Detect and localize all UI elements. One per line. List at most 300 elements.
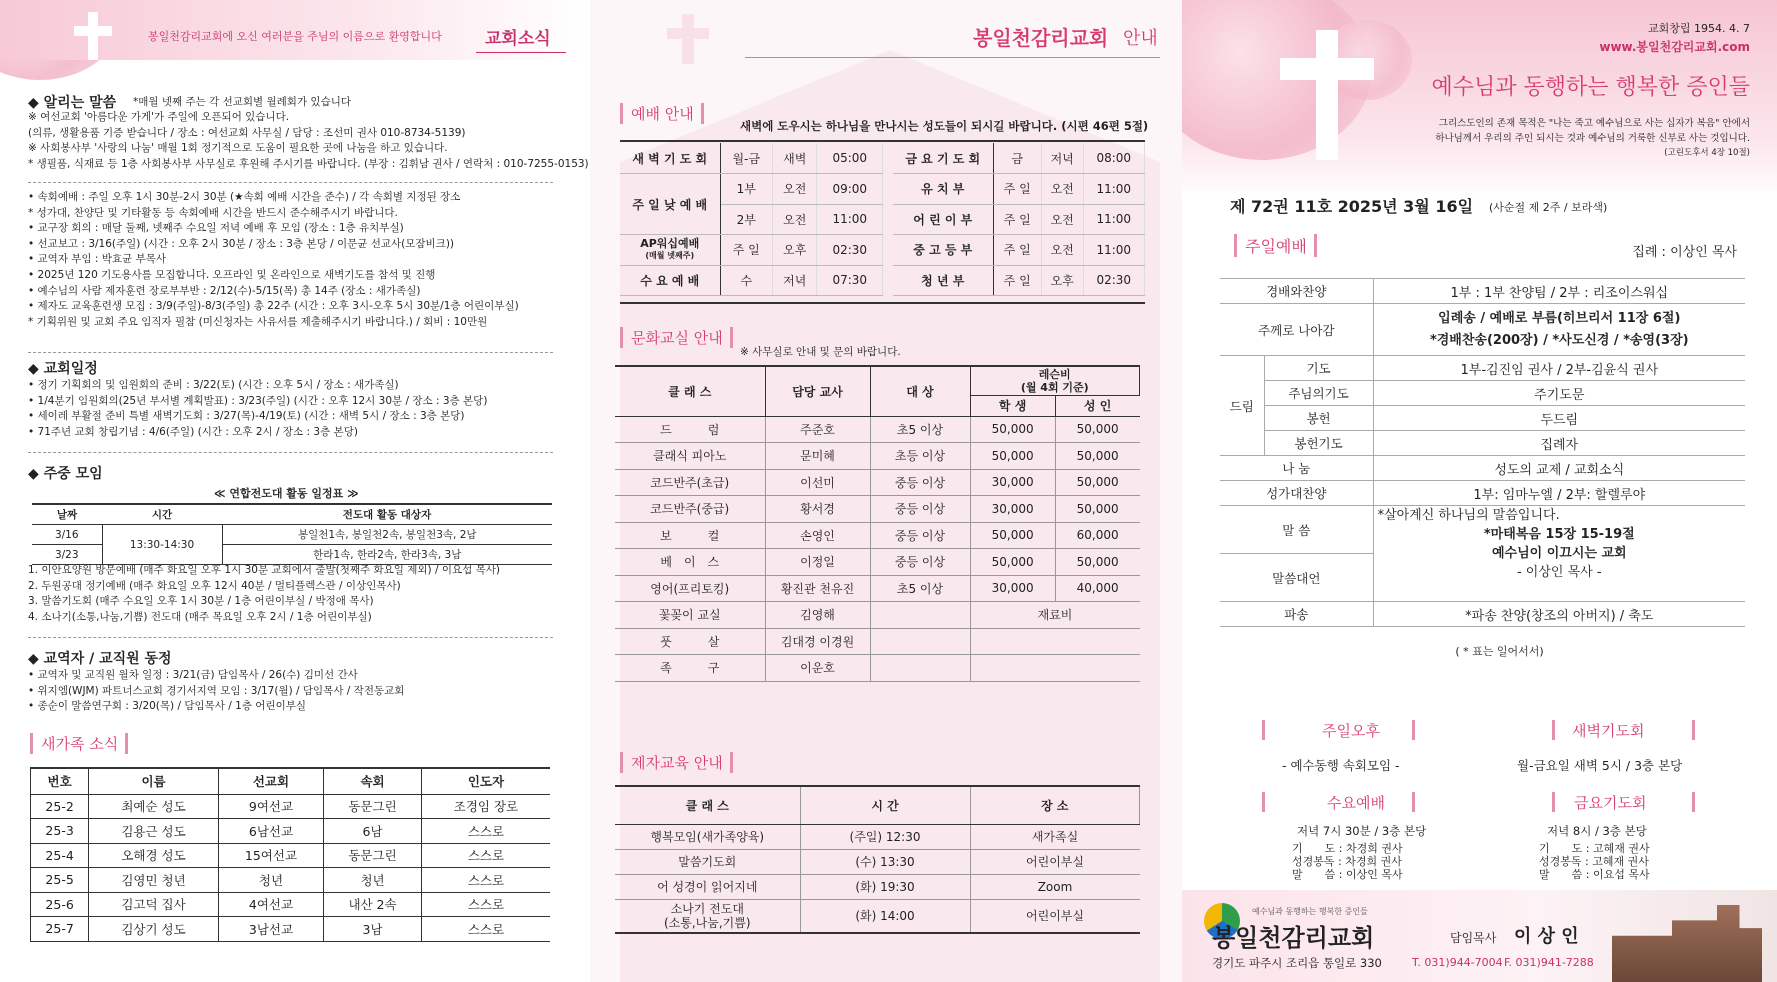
culture-table <box>615 365 1140 682</box>
time: (수) 13:30 <box>800 849 970 874</box>
worship-cell: 수 <box>720 265 772 296</box>
table-cell: 3남선교 <box>218 917 323 942</box>
order-row <box>1220 279 1745 304</box>
target: 초5 이상 <box>870 575 970 602</box>
class-sub: (소통,나눔,기쁨) <box>663 915 751 930</box>
order-label: 말 씀 <box>1220 506 1373 554</box>
table-row <box>615 522 1140 549</box>
table-cell: 25-6 <box>31 892 89 917</box>
worship-cell: 05:00 <box>817 143 883 174</box>
order-content: 집례자 <box>1373 431 1745 456</box>
panel-worship-order <box>1182 0 1777 982</box>
class-name: 행복모임(새가족양육) <box>615 824 800 849</box>
notice-line: ※ 사회봉사부 '사랑의 나눔' 매월 1회 정기적으로 도움이 필요한 곳에 나눔을 하고 있습니다. <box>28 142 448 155</box>
sunday-pm-text: - 예수동행 속회모임 - <box>1282 758 1400 773</box>
worship-cell: 11:00 <box>1083 204 1144 235</box>
table-cell: 25-5 <box>31 868 89 893</box>
worship-sub: (매월 넷째주) <box>645 250 695 260</box>
culture-note: ※ 사무실로 안내 및 문의 바랍니다. <box>740 346 901 358</box>
table-cell: 스스로 <box>421 917 550 942</box>
church-tel: T. 031)944-7004 <box>1412 956 1503 969</box>
order-label: 주님의기도 <box>1264 381 1373 406</box>
class-name: 보 컬 <box>615 522 765 549</box>
table-row <box>893 174 1145 205</box>
discipleship-table <box>615 785 1140 934</box>
fee-adult: 50,000 <box>1055 469 1139 496</box>
fee-adult: 50,000 <box>1055 443 1139 470</box>
worship-heading: 예배 안내 <box>620 103 694 124</box>
class-name: 소나기 전도대 (소통,나눔,기쁨) <box>615 899 800 933</box>
church-fax: F. 031)941-7288 <box>1504 956 1594 969</box>
worship-cell: 오전 <box>772 204 817 235</box>
order-label: 파송 <box>1220 602 1373 627</box>
worship-cell: 11:00 <box>1083 174 1144 205</box>
notice-line: • 선교보고 : 3/16(주일) (시간 : 오후 2시 30분 / 장소 : 3층 본당 / 이문균 선교사(모잠비크)) <box>28 237 455 250</box>
notice-line: (의류, 생활용품 기증 받습니다 / 장소 : 여선교회 사무실 / 담당 : 조선미 권사 010-8734-5139) <box>28 126 466 139</box>
table-header-row <box>615 366 1140 395</box>
panel-guide: 봉일천감리교회 안내 예배 안내 새벽에 도우시는 하나님을 만나시는 성도들이 되시길 바랍니다. (시편 46편 5절) 새 벽 기 도 회 월-금 새벽 05:00 주 일 낮 예 배 1부 오전 09:00 2부 오전 11:00 AP워십예배 (매월 넷째주) 주 일 오후 02:30 수 요 예 배 수 저녁 07:30 금 요 기 도 회 금 저녁 08:00 유 치 부 주 일 오전 11:00 어 린 이 부 주 일 오전 11:00 중 고 등 부 주 일 오전 11:00 청 년 부 주 일 오후 02:30 문화교실 안내 ※ 사무실로 안내 및 문의 바랍니다. 클 래 스 담당 교사 대 상 레슨비 (월 4회 기준) 학 생 성 인 드 럼 주준호 초5 이상 50,000 50,000 클래식 피아노 문미혜 초등 이상 50,000 50,000 코드반주(초급) 이선미 중등 이상 30,000 50,000 코드반주(중급) 황서경 중등 이상 30,000 50,000 보 컬 손영인 중등 이상 50,000 60,000 베 이 스 이정일 중등 이상 50,000 50,000 영어(프리토킹) 황진관 천유진 초5 이상 30,000 40,000 꽃꽂이 교실 김영해 재료비 풋 살 김대경 이경원 족 구 이운호 제자교육 안내 클 래 스 시 간 장 소 행복모임(새가족양육) (주일) 12:30 새가족실 말씀기도회 (수) 13:30 어린이부실 어 성경이 읽어지네 (화) 19:30 Zoom 소나기 전도대 (소통,나눔,기쁨) (화) 14:00 어린이부실 <box>590 0 1182 982</box>
worship-name: 청 년 부 <box>893 265 993 296</box>
table-cell: 김용근 성도 <box>89 819 219 844</box>
meeting-list <box>28 563 500 625</box>
table-cell: 한라1속, 한라2속, 한라3속, 3남 <box>222 545 552 565</box>
fee <box>970 628 1140 655</box>
worship-cell: 09:00 <box>817 174 883 205</box>
worship-cell: 11:00 <box>817 204 883 235</box>
worship-cell: 07:30 <box>817 265 883 296</box>
order-group-label: 드림 <box>1220 356 1264 456</box>
place: 어린이부실 <box>970 899 1140 933</box>
table-cell: 25-7 <box>31 917 89 942</box>
table-header: 대 상 <box>870 366 970 416</box>
time: (주일) 12:30 <box>800 824 970 849</box>
table-cell: 3/23 <box>32 545 102 565</box>
worship-cell: 저녁 <box>772 265 817 296</box>
sermon-intro: *살아계신 하나님의 말씀입니다. <box>1377 508 1560 523</box>
table-header: 선교회 <box>218 768 323 794</box>
worship-cell: 08:00 <box>1083 143 1144 174</box>
order-row <box>1220 602 1745 627</box>
fee-student: 50,000 <box>970 443 1055 470</box>
order-label: 기도 <box>1264 356 1373 381</box>
table-cell: 스스로 <box>421 843 550 868</box>
table-header: 이름 <box>89 768 219 794</box>
table-cell: 김고덕 집사 <box>89 892 219 917</box>
teacher: 손영인 <box>765 522 870 549</box>
table-header: 담당 교사 <box>765 366 870 416</box>
table-row <box>615 655 1140 682</box>
notice-line: • 교역자 부임 : 박효균 부목사 <box>28 253 166 266</box>
fee-adult: 40,000 <box>1055 575 1139 602</box>
table-cell: 내산 2속 <box>324 892 422 917</box>
order-label: 말씀대언 <box>1220 554 1373 602</box>
order-content: 주기도문 <box>1373 381 1745 406</box>
order-row <box>1220 506 1745 554</box>
table-header: 전도대 활동 대상자 <box>222 504 552 525</box>
table-cell: 스스로 <box>421 892 550 917</box>
teacher: 주준호 <box>765 416 870 443</box>
schedule-heading: ◆ 교회일정 <box>28 361 98 377</box>
table-row <box>31 843 551 868</box>
table-cell: 스스로 <box>421 868 550 893</box>
fee-label: 레슨비 <box>1038 367 1071 381</box>
pastor-label: 담임목사 <box>1450 931 1497 945</box>
fee <box>970 655 1140 682</box>
staff-list <box>28 668 404 715</box>
worship-name: 금 요 기 도 회 <box>893 143 993 174</box>
order-content: 1부 : 1부 찬양팀 / 2부 : 리조이스워십 <box>1373 279 1745 304</box>
notice-line: * 성가대, 찬양단 및 기타활동 등 속회예배 시간을 반드시 준수해주시기 바랍니다. <box>28 206 398 219</box>
table-cell: 최예순 성도 <box>89 794 219 819</box>
union-title: ≪ 연합전도대 활동 일정표 ≫ <box>214 487 359 500</box>
worship-name: 새 벽 기 도 회 <box>620 143 720 174</box>
table-cell: 3/16 <box>32 525 102 545</box>
teacher: 이운호 <box>765 655 870 682</box>
fee-adult: 60,000 <box>1055 522 1139 549</box>
order-of-worship-table <box>1220 278 1745 627</box>
schedule-list <box>28 378 487 440</box>
staff-line: • 교역자 및 교직원 월차 일정 : 3/21(금) 담임목사 / 26(수) 김미선 간사 <box>28 669 358 681</box>
table-header: 번호 <box>31 768 89 794</box>
target <box>870 655 970 682</box>
fee-student: 30,000 <box>970 496 1055 523</box>
order-content: *파송 찬양(창조의 아버지) / 축도 <box>1373 602 1745 627</box>
fee-student: 30,000 <box>970 575 1055 602</box>
target: 중등 이상 <box>870 522 970 549</box>
role-line: 성경봉독 : 고혜재 권사 <box>1539 855 1649 868</box>
issue-season: (사순절 제 2주 / 보라색) <box>1489 201 1608 214</box>
worship-verse: 새벽에 도우시는 하나님을 만나시는 성도들이 되시길 바랍니다. (시편 46편 5절) <box>740 119 1149 133</box>
worship-cell: 주 일 <box>993 204 1041 235</box>
notice-subtext: *매월 넷째 주는 각 선교회별 월례회가 있습니다 <box>133 96 351 108</box>
teacher: 김대경 이경원 <box>765 628 870 655</box>
table-row <box>615 549 1140 576</box>
table-row <box>620 174 883 205</box>
table-cell: 조경임 장로 <box>421 794 550 819</box>
table-header: 시간 <box>102 504 222 525</box>
worship-cell: 주 일 <box>993 265 1041 296</box>
order-row <box>1220 304 1745 356</box>
table-cell: 15여선교 <box>218 843 323 868</box>
notice-heading: ◆ 알리는 말씀 <box>28 95 117 111</box>
worship-name: AP워십예배 (매월 넷째주) <box>620 235 720 266</box>
order-content: 1부: 임마누엘 / 2부: 할렐루야 <box>1373 481 1745 506</box>
fee-student: 30,000 <box>970 469 1055 496</box>
friday-time: 저녁 8시 / 3층 본당 <box>1547 824 1647 838</box>
class-name: 영어(프리토킹) <box>615 575 765 602</box>
staff-line: • 위지엠(WJM) 파트너스교회 경기서지역 모임 : 3/17(월) / 담임목사 / 작전동교회 <box>28 684 405 697</box>
table-header: 클 래 스 <box>615 786 800 824</box>
founded-date: 교회창립 1954. 4. 7 <box>1648 22 1750 35</box>
church-name: 봉일천감리교회 <box>1212 924 1375 952</box>
order-label: 주께로 나아감 <box>1220 304 1373 356</box>
role-line: 말 씀 : 이요섭 목사 <box>1539 868 1650 881</box>
worship-cell: 오전 <box>772 174 817 205</box>
notice-line: ※ 여선교회 '아름다운 가게'가 주일에 오픈되어 있습니다. <box>28 111 290 123</box>
table-cell: 4여선교 <box>218 892 323 917</box>
wednesday-roles <box>1292 842 1403 881</box>
notice-list-b <box>28 190 519 330</box>
friday-heading: 금요기도회 <box>1574 794 1647 812</box>
order-row <box>1220 481 1745 506</box>
worship-cell: 1부 <box>720 174 772 205</box>
teacher: 문미혜 <box>765 443 870 470</box>
teacher: 이선미 <box>765 469 870 496</box>
table-cell: 13:30-14:30 <box>102 525 222 565</box>
worship-cell: 저녁 <box>1041 143 1083 174</box>
table-header: 속회 <box>324 768 422 794</box>
target <box>870 628 970 655</box>
worship-name: 수 요 예 배 <box>620 265 720 296</box>
class-name: 코드반주(초급) <box>615 469 765 496</box>
notice-line: * 기획위원 및 교회 주요 임직자 필참 (미신청자는 사유서를 제출해주시기 바랍니다.) / 회비 : 10만원 <box>28 315 488 328</box>
table-cell: 25-2 <box>31 794 89 819</box>
table-row <box>893 204 1145 235</box>
worship-name: 유 치 부 <box>893 174 993 205</box>
teacher: 이정일 <box>765 549 870 576</box>
schedule-line: • 1/4분기 임원회의(25년 부서별 계획발표) : 3/23(주일) (시간 : 오후 12시 30분 / 장소 : 3층 본당) <box>28 394 488 407</box>
church-tagline: 예수님과 동행하는 행복한 증인들 <box>1252 907 1368 916</box>
wednesday-heading: 수요예배 <box>1327 794 1385 812</box>
worship-cell: 오전 <box>1041 235 1083 266</box>
schedule-line: • 정기 기획회의 및 임원회의 준비 : 3/22(토) (시간 : 오후 5시 / 장소 : 새가족실) <box>28 379 399 391</box>
role-line: 성경봉독 : 차경희 권사 <box>1292 855 1402 868</box>
class-name: 말씀기도회 <box>615 849 800 874</box>
table-header: 장 소 <box>970 786 1140 824</box>
table-cell: 동문그린 <box>324 794 422 819</box>
worship-leader: 집례 : 이상인 목사 <box>1632 245 1737 260</box>
cross-icon <box>1316 30 1338 160</box>
place: Zoom <box>970 874 1140 899</box>
table-header: 날짜 <box>32 504 102 525</box>
page-title: 교회소식 <box>485 29 551 49</box>
worship-cell: 11:00 <box>1083 235 1144 266</box>
table-row <box>620 143 883 174</box>
order-row <box>1220 406 1745 431</box>
order-row <box>1220 456 1745 481</box>
motto-ref: (고린도후서 4장 10절) <box>1664 148 1750 158</box>
table-row <box>615 849 1140 874</box>
dawn-text: 월-금요일 새벽 5시 / 3층 본당 <box>1517 758 1683 773</box>
sermon-preacher: - 이상인 목사 - <box>1516 565 1602 580</box>
role-line: 기 도 : 차경희 권사 <box>1292 842 1403 855</box>
table-row <box>31 868 551 893</box>
class-name: 풋 살 <box>615 628 765 655</box>
class-name: 드 럼 <box>615 416 765 443</box>
cross-icon <box>88 12 98 60</box>
fee-adult: 50,000 <box>1055 416 1139 443</box>
fee-adult: 50,000 <box>1055 549 1139 576</box>
table-cell: 3남 <box>324 917 422 942</box>
target: 중등 이상 <box>870 549 970 576</box>
order-row <box>1220 381 1745 406</box>
notice-line: • 속회예배 : 주일 오후 1시 30분-2시 30분 (★속회 예배 시간을 준수) / 각 속회별 지정된 장소 <box>28 191 461 203</box>
worship-cell: 02:30 <box>817 235 883 266</box>
table-row <box>893 143 1145 174</box>
culture-heading: 문화교실 안내 <box>620 327 723 348</box>
order-content: 1부-김진임 권사 / 2부-김윤식 권사 <box>1373 356 1745 381</box>
table-cell: 9여선교 <box>218 794 323 819</box>
teacher: 황진관 천유진 <box>765 575 870 602</box>
order-label: 봉헌 <box>1264 406 1373 431</box>
table-row <box>615 899 1140 933</box>
motto: 예수님과 동행하는 행복한 증인들 <box>1431 75 1750 100</box>
table-header: 인도자 <box>421 768 550 794</box>
table-header: 시 간 <box>800 786 970 824</box>
order-label: 경배와찬양 <box>1220 279 1373 304</box>
table-row <box>31 794 551 819</box>
table-row <box>615 874 1140 899</box>
target: 중등 이상 <box>870 496 970 523</box>
wednesday-time: 저녁 7시 30분 / 3층 본당 <box>1297 824 1427 838</box>
notice-list-a <box>28 110 589 172</box>
teacher: 김영해 <box>765 602 870 629</box>
newfam-heading: 새가족 소식 <box>30 733 118 754</box>
table-cell: 6남선교 <box>218 819 323 844</box>
church-url[interactable]: www.봉일천감리교회.com <box>1599 40 1750 54</box>
staff-line: • 종순이 말씀연구회 : 3/20(목) / 담임목사 / 1층 어린이부실 <box>28 700 307 713</box>
class-name: 베 이 스 <box>615 549 765 576</box>
standing-footnote: ( * 표는 일어서서) <box>1455 645 1544 658</box>
table-header: 클 래 스 <box>615 366 765 416</box>
worship-cell: 주 일 <box>993 235 1041 266</box>
worship-name: 중 고 등 부 <box>893 235 993 266</box>
table-row <box>615 496 1140 523</box>
table-row <box>31 819 551 844</box>
notice-line: • 2025년 120 기도용사를 모집합니다. 오프라인 및 온라인으로 새벽기도를 참석 및 진행 <box>28 268 436 281</box>
table-header-row <box>615 786 1140 824</box>
fee-adult: 50,000 <box>1055 496 1139 523</box>
table-cell: 봉일천1속, 봉일천2속, 봉일천3속, 2남 <box>222 525 552 545</box>
worship-cell: 주 일 <box>720 235 772 266</box>
fee: 재료비 <box>970 602 1140 629</box>
order-content <box>1373 304 1745 356</box>
table-row <box>620 265 883 296</box>
fee-student: 50,000 <box>970 416 1055 443</box>
worship-cell: 02:30 <box>1083 265 1144 296</box>
worship-cell: 주 일 <box>993 174 1041 205</box>
pastor-name: 이 상 인 <box>1514 926 1579 947</box>
class-name: 족 구 <box>615 655 765 682</box>
sunday-worship-heading: 주일예배 <box>1234 234 1307 257</box>
worship-cell: 오후 <box>1041 265 1083 296</box>
welcome-text: 봉일천감리교회에 오신 여러분을 주님의 이름으로 환영합니다 <box>148 30 442 43</box>
worship-cell: 오전 <box>1041 174 1083 205</box>
order-row <box>1220 356 1745 381</box>
union-schedule-table <box>32 503 552 565</box>
target: 중등 이상 <box>870 469 970 496</box>
place: 새가족실 <box>970 824 1140 849</box>
sunday-pm-heading: 주일오후 <box>1322 722 1380 740</box>
worship-cell: 오후 <box>772 235 817 266</box>
table-row <box>615 824 1140 849</box>
table-cell: 김영민 청년 <box>89 868 219 893</box>
fee-basis: (월 4회 기준) <box>1020 380 1089 394</box>
role-line: 기 도 : 고혜재 권사 <box>1539 842 1650 855</box>
notice-line: • 교구장 회의 : 매달 둘째, 넷째주 수요일 저녁 예배 후 모임 (장소 : 1층 유치부실) <box>28 222 404 235</box>
motto-desc-2: 하나님께서 우리의 주인 되시는 것과 예수님의 거룩한 신부로 사는 것입니다. <box>1435 133 1750 144</box>
table-header: 학 생 <box>970 395 1055 416</box>
target: 초5 이상 <box>870 416 970 443</box>
order-content <box>1373 506 1745 602</box>
order-label: 나 눔 <box>1220 456 1373 481</box>
table-row <box>615 469 1140 496</box>
table-header: 성 인 <box>1055 395 1139 416</box>
order-line: 입례송 / 예배로 부름(히브리서 11장 6절) <box>1438 310 1681 326</box>
motto-desc-1: 그리스도인의 존재 목적은 "나는 죽고 예수님으로 사는 십자가 복음" 안에서 <box>1438 118 1750 129</box>
class-name: 꽃꽂이 교실 <box>615 602 765 629</box>
table-row <box>31 892 551 917</box>
worship-name: 어 린 이 부 <box>893 204 993 235</box>
time: (화) 14:00 <box>800 899 970 933</box>
target: 초등 이상 <box>870 443 970 470</box>
table-row <box>893 235 1145 266</box>
class-name: 코드반주(중급) <box>615 496 765 523</box>
meeting-line: 3. 말씀기도회 (매주 수요일 오후 1시 30분 / 1층 어린이부실 / 박정애 목사) <box>28 595 374 608</box>
dawn-heading: 새벽기도회 <box>1572 722 1645 740</box>
notice-line: • 예수님의 사람 제자훈련 장로부부반 : 2/12(수)-5/15(목) 총 14주 (장소 : 새가족실) <box>28 284 421 297</box>
table-cell: 청년 <box>218 868 323 893</box>
class-name: 어 성경이 읽어지네 <box>615 874 800 899</box>
worship-cell: 금 <box>993 143 1041 174</box>
table-cell: 청년 <box>324 868 422 893</box>
fee-student: 50,000 <box>970 522 1055 549</box>
table-row <box>615 416 1140 443</box>
worship-table-right <box>893 143 1145 296</box>
staff-heading: ◆ 교역자 / 교직원 동정 <box>28 651 172 667</box>
worship-cell: 2부 <box>720 204 772 235</box>
table-cell: 김상기 성도 <box>89 917 219 942</box>
table-row <box>615 628 1140 655</box>
worship-name: 주 일 낮 예 배 <box>620 174 720 235</box>
table-row <box>893 265 1145 296</box>
worship-cell: 오전 <box>1041 204 1083 235</box>
table-cell: 6남 <box>324 819 422 844</box>
order-label: 봉헌기도 <box>1264 431 1373 456</box>
issue-number: 제 72권 11호 2025년 3월 16일 <box>1230 197 1474 216</box>
sermon-passage: *마태복음 15장 15-19절 <box>1483 527 1635 542</box>
target <box>870 602 970 629</box>
role-line: 말 씀 : 이상인 목사 <box>1292 868 1403 881</box>
newfam-table <box>30 767 550 942</box>
table-row <box>620 235 883 266</box>
table-cell: 25-4 <box>31 843 89 868</box>
fee-student: 50,000 <box>970 549 1055 576</box>
worship-cell: 월-금 <box>720 143 772 174</box>
order-content: 성도의 교제 / 교회소식 <box>1373 456 1745 481</box>
table-row <box>31 917 551 942</box>
page-title: 봉일천감리교회 <box>973 26 1109 50</box>
order-row <box>1220 431 1745 456</box>
notice-line: • 제자도 교육훈련생 모집 : 3/9(주일)-8/3(주일) 총 22주 (시간 : 오후 3시-오후 5시 30분/1층 어린이부실) <box>28 300 519 313</box>
panel-church-news <box>0 0 590 982</box>
order-line: *경배찬송(200장) / *사도신경 / *송영(3장) <box>1429 332 1689 348</box>
church-address: 경기도 파주시 조리읍 통일로 330 <box>1212 956 1382 970</box>
table-row <box>615 443 1140 470</box>
order-content: 두드림 <box>1373 406 1745 431</box>
table-row <box>615 602 1140 629</box>
teacher: 황서경 <box>765 496 870 523</box>
meeting-line: 4. 소나기(소통,나눔,기쁨) 전도대 (매주 목요일 오후 2시 / 1층 어린이부실) <box>28 610 372 623</box>
sermon-title: 예수님이 이끄시는 교회 <box>1491 546 1627 561</box>
friday-roles <box>1539 842 1650 881</box>
meeting-line: 1. 이안요양원 방문예배 (매주 화요일 오후 1시 30분 교회에서 출발(첫째주 화요일 제외) / 이요섭 목사) <box>28 564 500 576</box>
schedule-line: • 세이레 부활절 준비 특별 새벽기도회 : 3/27(목)-4/19(토) (시간 : 새벽 5시 / 장소 : 3층 본당) <box>28 410 465 423</box>
class-name: 클래식 피아노 <box>615 443 765 470</box>
meeting-heading: ◆ 주중 모임 <box>28 466 103 482</box>
table-header <box>970 366 1140 395</box>
schedule-line: • 71주년 교회 창립기념 : 4/6(주일) (시간 : 오후 2시 / 장소 : 3층 본당) <box>28 425 358 438</box>
